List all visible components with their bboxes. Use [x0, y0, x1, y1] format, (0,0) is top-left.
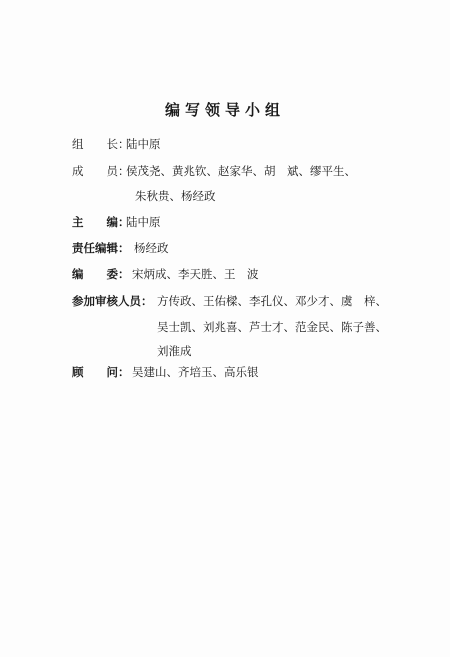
row-label-leader: 组 长：: [72, 137, 130, 151]
row-value-advisors: 吴建山、齐培玉、高乐银: [132, 365, 259, 379]
row-value-reviewers-line1: 方传政、王佑樑、李孔仪、邓少才、虞 梓、: [157, 294, 387, 308]
row-value-reviewers-line2: 吴士凯、刘兆喜、芦士才、范金民、陈子善、: [157, 320, 387, 334]
row-label-chief-editor: 主 编：: [72, 215, 130, 229]
row-value-responsible-editor: 杨经政: [134, 241, 169, 255]
row-value-members-line2: 朱秋贵、杨经政: [135, 189, 216, 203]
row-value-leader: 陆中原: [126, 137, 161, 151]
row-label-responsible-editor: 责任编辑：: [72, 241, 130, 255]
row-value-members-line1: 侯茂尧、黄兆钦、赵家华、胡 斌、缪平生、: [126, 164, 356, 178]
page-title: 编写领导小组: [164, 101, 285, 119]
row-label-members: 成 员：: [72, 164, 130, 178]
row-value-chief-editor: 陆中原: [126, 215, 161, 229]
row-value-editorial-board: 宋炳成、李天胜、王 波: [132, 267, 259, 281]
row-value-reviewers-line3: 刘淮成: [157, 344, 192, 358]
row-label-reviewers: 参加审核人员：: [72, 294, 153, 308]
row-label-advisors: 顾 问：: [72, 365, 130, 379]
row-label-editorial-board: 编 委：: [72, 267, 130, 281]
